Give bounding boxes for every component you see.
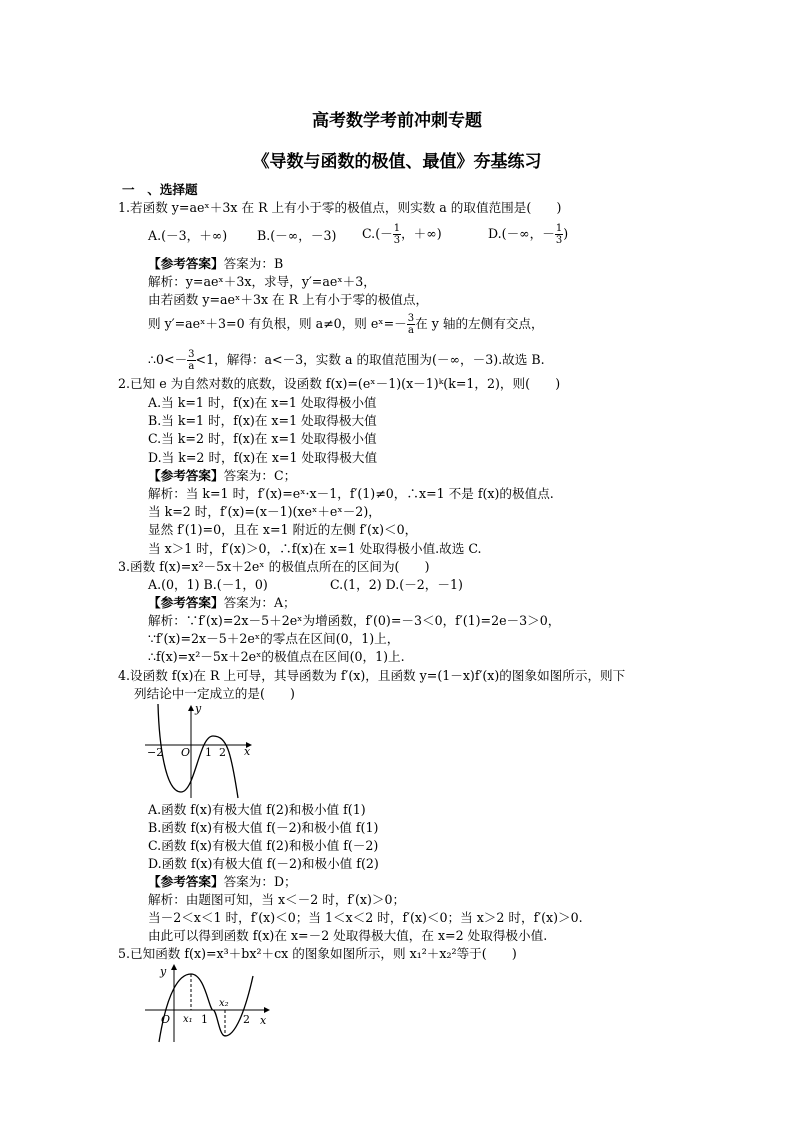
q4-graph-tick-1: 1 bbox=[205, 746, 212, 759]
q5-graph-x-label: x bbox=[260, 1014, 267, 1027]
q2-analysis-1: 解析：当 k=1 时，f′(x)=eˣ·x－1，f′(1)≠0，∴x=1 不是 f(x)的极值点. bbox=[148, 486, 554, 501]
q4-option-b: B.函数 f(x)有极大值 f(－2)和极小值 f(1) bbox=[148, 820, 379, 835]
q2-option-c: C.当 k=2 时，f(x)在 x=1 处取得极小值 bbox=[148, 431, 377, 446]
q4-analysis-3: 由此可以得到函数 f(x)在 x=－2 处取得极大值，在 x=2 处取得极小值. bbox=[148, 928, 548, 943]
q2-option-a: A.当 k=1 时，f(x)在 x=1 处取得极小值 bbox=[148, 395, 377, 410]
q5-graph-y-label: y bbox=[160, 965, 167, 978]
q4-graph-x-label: x bbox=[244, 745, 251, 758]
q4-stem-line-2: 列结论中一定成立的是( ) bbox=[134, 686, 295, 701]
q4-analysis-2: 当－2＜x＜1 时，f′(x)＜0；当 1＜x＜2 时，f′(x)＜0；当 x＞2 时，f′(x)＞0. bbox=[148, 910, 583, 925]
q4-graph-origin: O bbox=[181, 746, 191, 759]
q2-stem: 2.已知 e 为自然对数的底数，设函数 f(x)=(eˣ－1)(x－1)ᵏ(k=1，2)，则( ) bbox=[118, 376, 561, 391]
q4-graph-tick-minus2: −2 bbox=[147, 746, 164, 759]
q1-analysis-1: 解析：y=aeˣ＋3x，求导，y′=aeˣ＋3， bbox=[148, 274, 376, 289]
q4-graph bbox=[143, 702, 255, 800]
q4-answer: 【参考答案】答案为：D； bbox=[148, 874, 297, 889]
q1-option-a: A.(－3，＋∞) bbox=[148, 228, 228, 243]
q2-option-b: B.当 k=1 时，f(x)在 x=1 处取得极大值 bbox=[148, 413, 377, 428]
q5-stem: 5.已知函数 f(x)=x³＋bx²＋cx 的图象如图所示，则 x₁²＋x₂²等于( ) bbox=[118, 946, 517, 961]
q5-graph-x1-label: x₁ bbox=[183, 1014, 193, 1025]
q2-option-d: D.当 k=2 时，f(x)在 x=1 处取得极大值 bbox=[148, 450, 378, 465]
q3-options-cd: C.(1，2) D.(－2，－1) bbox=[330, 577, 463, 592]
q1-analysis-4: ∴0<－ $\frac{3}{a}$ <1，解得：a<－3，实数 a 的取值范围为(－∞，－3).故选 B. bbox=[148, 349, 545, 372]
q1-answer: 【参考答案】答案为：B bbox=[148, 256, 284, 271]
q4-graph-tick-2: 2 bbox=[219, 746, 226, 759]
q1-analysis-2: 由若函数 y=aeˣ＋3x 在 R 上有小于零的极值点， bbox=[148, 292, 429, 307]
q4-option-a: A.函数 f(x)有极大值 f(2)和极小值 f(1) bbox=[148, 802, 366, 817]
q2-analysis-4: 当 x＞1 时，f′(x)＞0，∴f(x)在 x=1 处取得极小值.故选 C. bbox=[148, 541, 482, 556]
q5-graph-tick-2: 2 bbox=[243, 1013, 250, 1026]
q3-analysis-2: ∵f′(x)=2x－5＋2eˣ的零点在区间(0，1)上， bbox=[148, 631, 400, 646]
q1-stem: 1.若函数 y=aeˣ＋3x 在 R 上有小于零的极值点，则实数 a 的取值范围是( ) bbox=[118, 200, 562, 215]
page-title: 高考数学考前冲刺专题 bbox=[312, 111, 482, 131]
q1-analysis-3: 则 y′=aeˣ＋3=0 有负根，则 a≠0，则 eˣ=－ $\frac{3}{a}$ 在 y 轴的左侧有交点， bbox=[148, 313, 544, 336]
q3-options-ab: A.(0，1) B.(－1，0) bbox=[148, 577, 268, 592]
q5-graph-tick-1: 1 bbox=[201, 1013, 208, 1026]
q4-option-c: C.函数 f(x)有极大值 f(2)和极小值 f(－2) bbox=[148, 838, 379, 853]
q3-answer: 【参考答案】答案为：A； bbox=[148, 595, 296, 610]
q4-option-d: D.函数 f(x)有极大值 f(－2)和极小值 f(2) bbox=[148, 856, 379, 871]
q2-analysis-2: 当 k=2 时，f′(x)=(x－1)(xeˣ＋eˣ－2)， bbox=[148, 504, 381, 519]
q4-analysis-1: 解析：由题图可知，当 x＜－2 时，f′(x)＞0； bbox=[148, 892, 406, 907]
section-heading: 一 、选择题 bbox=[122, 182, 198, 197]
q3-analysis-1: 解析：∵f′(x)=2x－5＋2eˣ为增函数，f′(0)=－3＜0，f′(1)=2e－3＞0， bbox=[148, 613, 561, 628]
q5-graph-origin: O bbox=[161, 1013, 171, 1026]
q1-option-c: C.(－ $\frac{1}{3}$ ，＋∞) bbox=[362, 223, 442, 246]
q5-graph bbox=[143, 962, 273, 1044]
q2-answer: 【参考答案】答案为：C； bbox=[148, 468, 297, 483]
q2-analysis-3: 显然 f′(1)=0，且在 x=1 附近的左侧 f′(x)＜0， bbox=[148, 522, 418, 537]
q3-stem: 3.函数 f(x)=x²－5x＋2eˣ 的极值点所在的区间为( ) bbox=[118, 559, 430, 574]
q4-graph-y-label: y bbox=[195, 702, 202, 715]
q1-option-d: D.(－∞，－ $\frac{1}{3}$ ) bbox=[488, 223, 569, 246]
q5-graph-x2-label: x₂ bbox=[219, 998, 229, 1009]
page-subtitle: 《导数与函数的极值、最值》夯基练习 bbox=[252, 152, 542, 172]
q1-option-b: B.(－∞，－3) bbox=[257, 228, 337, 243]
q3-analysis-3: ∴f(x)=x²－5x＋2eˣ的极值点在区间(0，1)上. bbox=[148, 649, 405, 664]
q4-stem-line-1: 4.设函数 f(x)在 R 上可导，其导函数为 f′(x)，且函数 y=(1－x)f′(x)的图象如图所示，则下 bbox=[118, 668, 626, 683]
